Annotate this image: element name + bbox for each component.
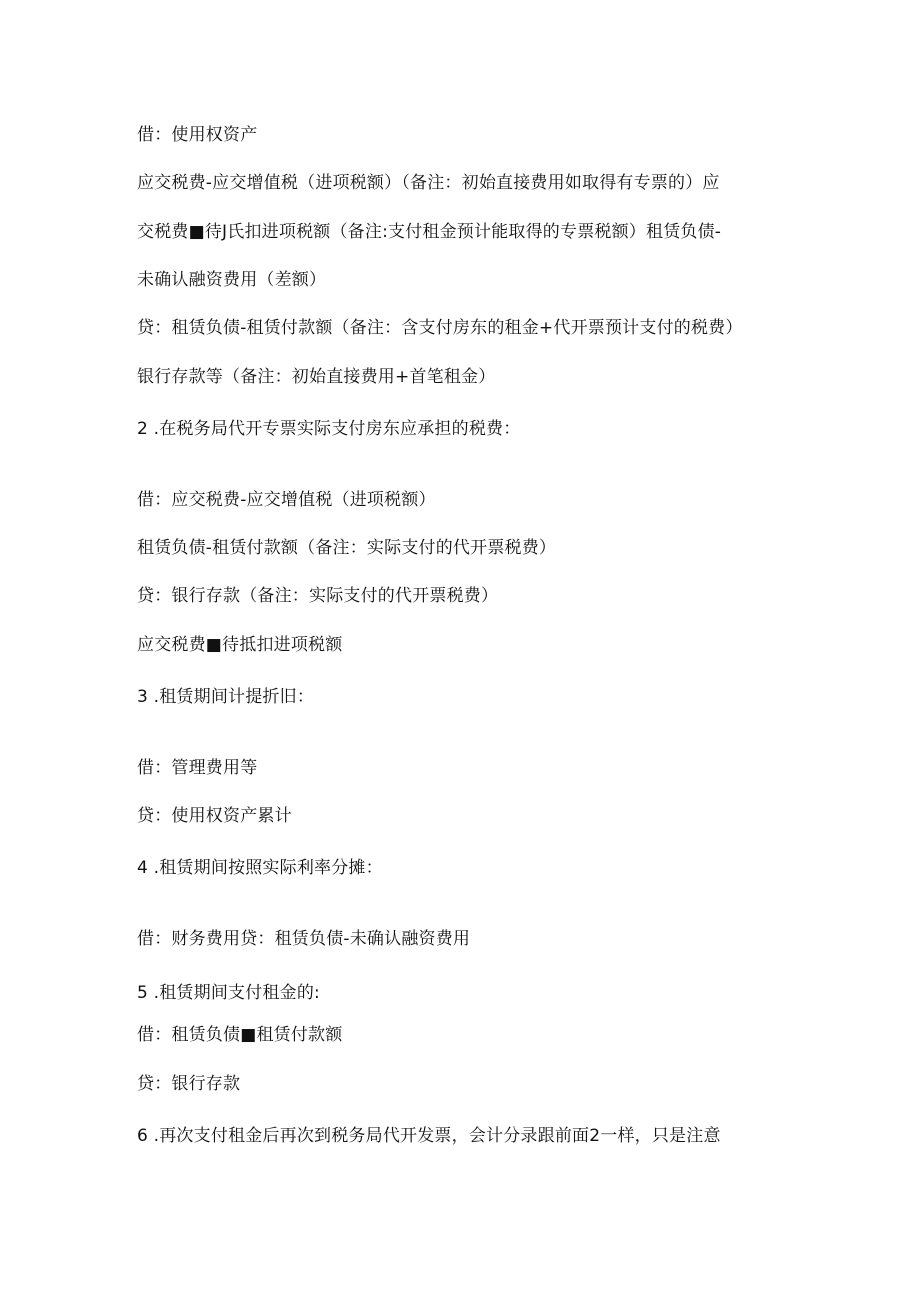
text-line: 贷：使用权资产累计 xyxy=(137,806,292,826)
text-line: 借：管理费用等 xyxy=(137,758,258,778)
text-line: 未确认融资费用（差额） xyxy=(137,270,327,290)
section-heading-4: 4 .租赁期间按照实际利率分摊： xyxy=(137,858,383,878)
text-line: 贷：银行存款（备注：实际支付的代开票税费） xyxy=(137,586,499,606)
text-line: 借：应交税费-应交增值税（进项税额） xyxy=(137,490,436,510)
text-line: 银行存款等（备注：初始直接费用+首笔租金） xyxy=(137,367,496,387)
text-line: 贷：银行存款 xyxy=(137,1074,241,1094)
text-line: 交税费■待J氏扣进项税额（备注:支付租金预计能取得的专票税额）租赁负债- xyxy=(137,222,722,242)
text-line: 租赁负债-租赁付款额（备注：实际支付的代开票税费） xyxy=(137,538,557,558)
text-line: 借：使用权资产 xyxy=(137,125,258,145)
section-heading-6: 6 .再次支付租金后再次到税务局代开发票，会计分录跟前面2一样，只是注意 xyxy=(137,1126,721,1146)
text-line: 应交税费-应交增值税（进项税额）（备注：初始直接费用如取得有专票的）应 xyxy=(137,173,720,193)
section-heading-5: 5 .租赁期间支付租金的: xyxy=(137,983,320,1003)
section-heading-3: 3 .租赁期间计提折旧： xyxy=(137,687,315,707)
section-heading-2: 2 .在税务局代开专票实际支付房东应承担的税费： xyxy=(137,419,521,439)
text-line: 贷：租赁负债-租赁付款额（备注：含支付房东的租金+代开票预计支付的税费） xyxy=(137,318,743,338)
text-line: 应交税费■待抵扣进项税额 xyxy=(137,635,343,655)
text-line: 借：租赁负债■租赁付款额 xyxy=(137,1025,343,1045)
text-line: 借：财务费用贷：租赁负债-未确认融资费用 xyxy=(137,929,471,949)
